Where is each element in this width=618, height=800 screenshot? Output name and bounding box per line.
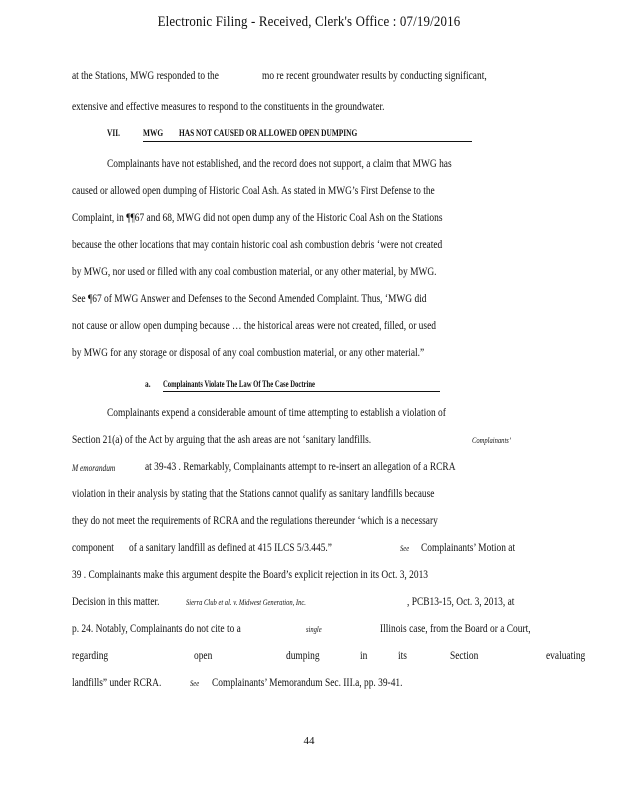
body-line: Complainants’ Motion at bbox=[421, 542, 516, 554]
body-word: regarding bbox=[72, 650, 109, 662]
body-word: in bbox=[360, 650, 368, 662]
body-line: , PCB13-15, Oct. 3, 2013, at bbox=[407, 596, 515, 608]
body-line: because the other locations that may contain historic coal ash combustion debris ‘were not created bbox=[72, 239, 443, 251]
body-line: they do not meet the requirements of RCRA and the regulations thereunder ‘which is a necessary bbox=[72, 515, 438, 527]
body-line: Section 21(a) of the Act by arguing that the ash areas are not ‘sanitary landfills. bbox=[72, 434, 372, 446]
subheading-title: Complainants Violate The Law Of The Case Doctrine bbox=[163, 379, 316, 389]
body-line: by MWG, nor used or filled with any coal combustion material, or any other material, by MWG. bbox=[72, 266, 437, 278]
body-line: at 39-43 . Remarkably, Complainants attempt to re-insert an allegation of a RCRA bbox=[145, 461, 456, 473]
body-line: Complaint, in ¶¶67 and 68, MWG did not open dump any of the Historic Coal Ash on the Stations bbox=[72, 212, 443, 224]
body-line: caused or allowed open dumping of Historic Coal Ash. As stated in MWG’s First Defense to the bbox=[72, 185, 435, 197]
body-line: Decision in this matter. bbox=[72, 596, 160, 608]
body-line: of a sanitary landfill as defined at 415 ILCS 5/3.445.” bbox=[129, 542, 332, 554]
body-word: Section bbox=[450, 650, 479, 662]
body-line: p. 24. Notably, Complainants do not cite to a bbox=[72, 623, 241, 635]
section-number: VII. bbox=[107, 128, 120, 138]
page-number: 44 bbox=[303, 735, 315, 747]
body-line: landfills” under RCRA. bbox=[72, 677, 162, 689]
body-line: violation in their analysis by stating that the Stations cannot qualify as sanitary landfills because bbox=[72, 488, 435, 500]
body-citation: Sierra Club et al. v. Midwest Generation, Inc. bbox=[186, 598, 306, 607]
body-citation: Complainants’ bbox=[472, 436, 512, 445]
body-line: at the Stations, MWG responded to the bbox=[72, 70, 219, 82]
section-mwg: MWG bbox=[143, 128, 164, 138]
body-citation: single bbox=[306, 625, 322, 634]
body-line: See ¶67 of MWG Answer and Defenses to the Second Amended Complaint. Thus, ‘MWG did bbox=[72, 293, 427, 305]
body-line: Complainants’ Memorandum Sec. III.a, pp. 39-41. bbox=[212, 677, 403, 689]
body-line: mo re recent groundwater results by conducting significant, bbox=[262, 70, 487, 82]
body-line: by MWG for any storage or disposal of any coal combustion material, or any other material.” bbox=[72, 347, 425, 359]
body-line: component bbox=[72, 542, 114, 554]
body-word: its bbox=[398, 650, 407, 662]
body-word: open bbox=[194, 650, 213, 662]
filing-stamp-header: Electronic Filing - Received, Clerk's Office : 07/19/2016 bbox=[157, 14, 461, 30]
body-line: Complainants expend a considerable amount of time attempting to establish a violation of bbox=[107, 407, 446, 419]
subheading-underline bbox=[163, 391, 440, 392]
body-line: Illinois case, from the Board or a Court, bbox=[380, 623, 531, 635]
body-line: 39 . Complainants make this argument despite the Board’s explicit rejection in its Oct. 3, 2013 bbox=[72, 569, 429, 581]
body-word: evaluating bbox=[546, 650, 586, 662]
body-citation: See bbox=[190, 679, 200, 688]
body-line: Complainants have not established, and the record does not support, a claim that MWG has bbox=[107, 158, 452, 170]
section-underline bbox=[143, 141, 472, 142]
section-title: HAS NOT CAUSED OR ALLOWED OPEN DUMPING bbox=[179, 128, 358, 138]
body-line: not cause or allow open dumping because … the historical areas were not created, filled, or used bbox=[72, 320, 436, 332]
body-citation: M emorandum bbox=[72, 463, 116, 473]
subheading-letter: a. bbox=[145, 379, 151, 389]
body-citation: See bbox=[400, 544, 410, 553]
body-word: dumping bbox=[286, 650, 320, 662]
body-line: extensive and effective measures to respond to the constituents in the groundwater. bbox=[72, 101, 385, 113]
